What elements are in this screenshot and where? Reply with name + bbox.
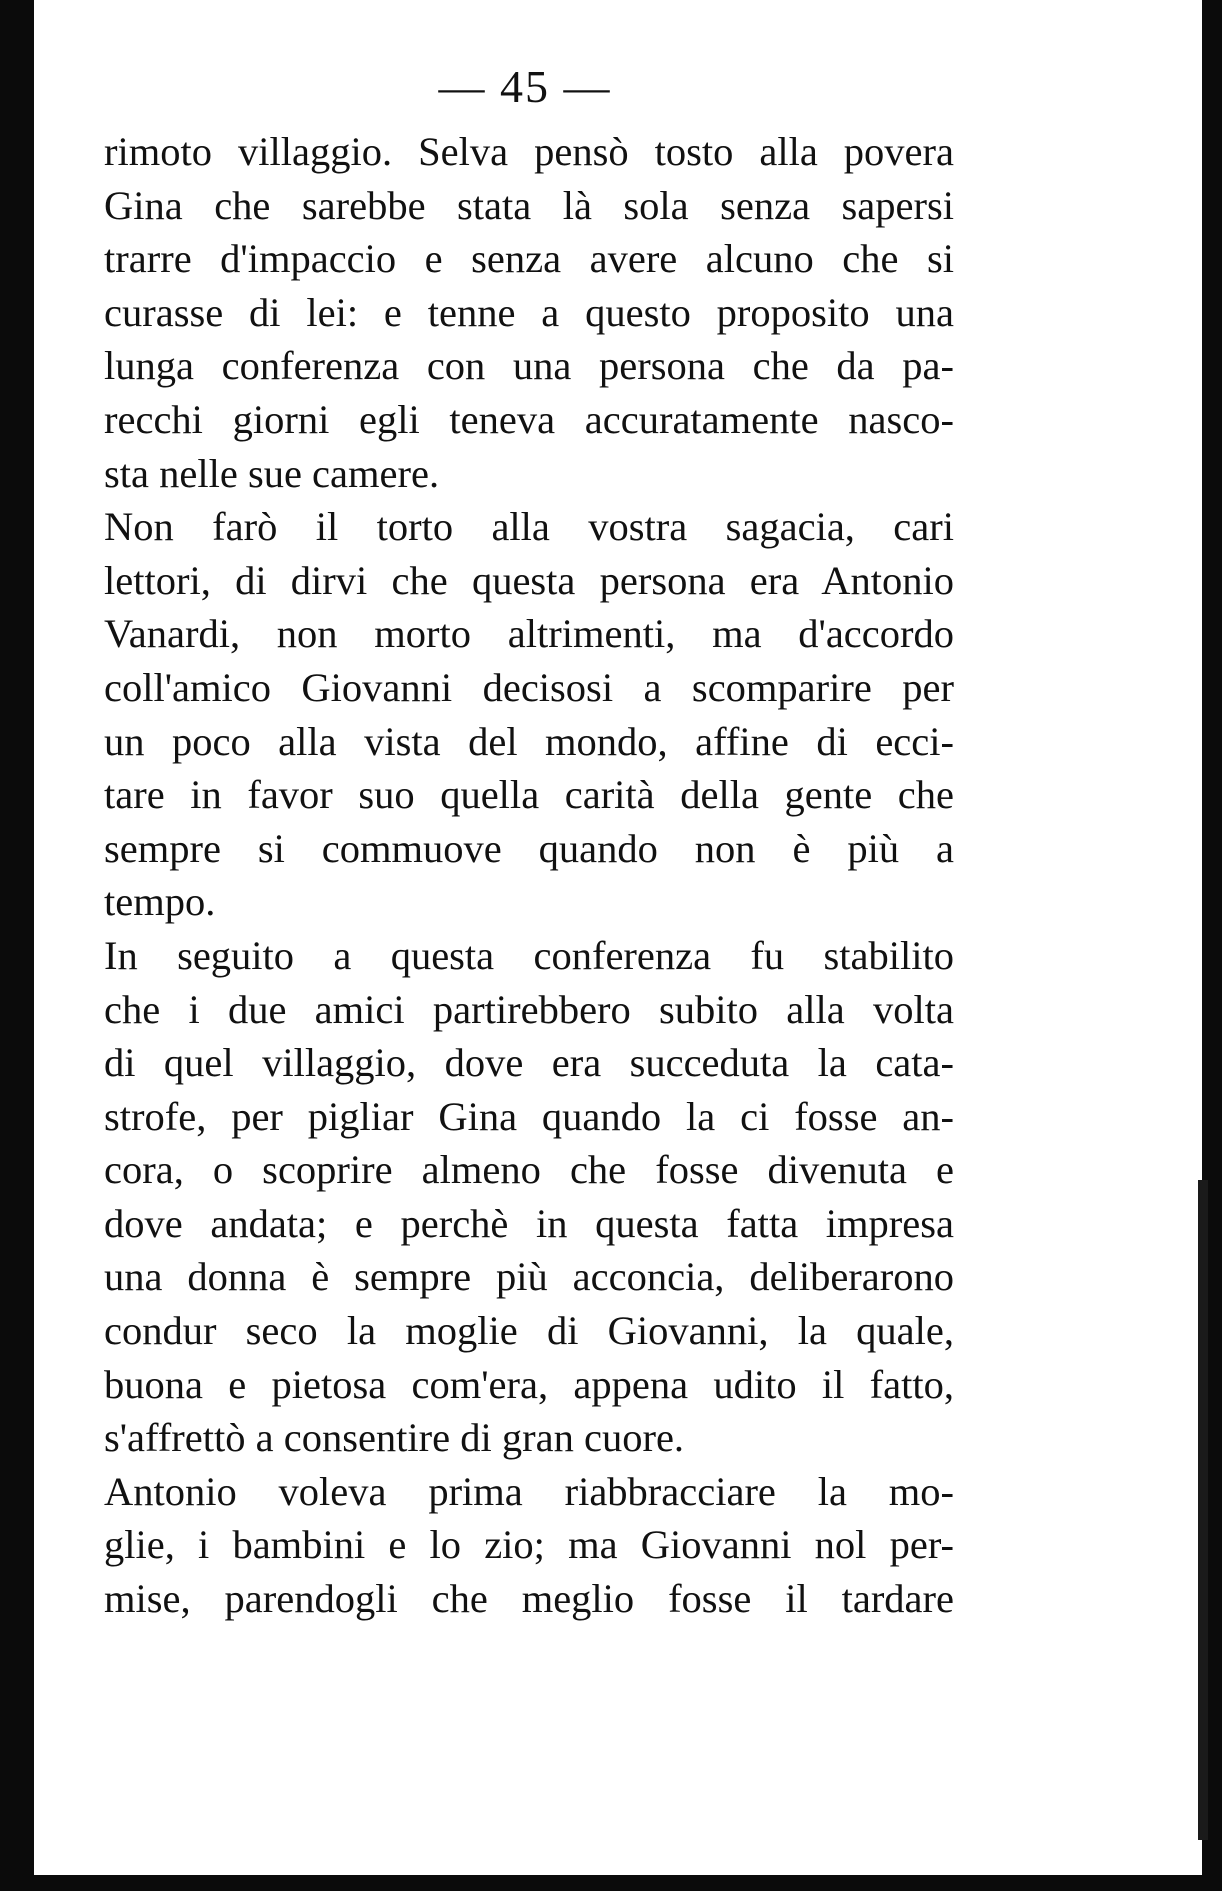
text-line: buona e pietosa com'era, appena udito il fatto,: [104, 1361, 954, 1407]
text-line: lettori, di dirvi che questa persona era Antonio: [104, 557, 954, 603]
text-line: sta nelle sue camere.: [104, 450, 440, 496]
text-line: una donna è sempre più acconcia, deliberarono: [104, 1254, 954, 1300]
paragraph-3: [104, 929, 954, 1465]
text-line: sempre si commuove quando non è più a: [104, 825, 954, 871]
scan-border-bottom: [0, 1875, 1222, 1891]
paragraph-1: [104, 125, 954, 500]
scan-border-left: [0, 0, 34, 1891]
paragraph-4: [104, 1465, 954, 1626]
text-line: curasse di lei: e tenne a questo proposito una: [104, 289, 954, 335]
text-line: coll'amico Giovanni decisosi a scomparire per: [104, 664, 954, 710]
text-line: rimoto villaggio. Selva pensò tosto alla povera: [104, 129, 954, 174]
text-line: s'affrettò a consentire di gran cuore.: [104, 1415, 685, 1461]
text-line: cora, o scoprire almeno che fosse divenuta e: [104, 1147, 954, 1193]
text-line: di quel villaggio, dove era succeduta la cata-: [104, 1040, 954, 1086]
body-text: [104, 125, 954, 1626]
paragraph-2: [104, 500, 954, 929]
text-line: tare in favor suo quella carità della gente che: [104, 772, 954, 818]
binding-mark: [1198, 1180, 1208, 1840]
text-line: mise, parendogli che meglio fosse il tardare: [104, 1576, 954, 1622]
text-line: In seguito a questa conferenza fu stabilito: [104, 932, 954, 978]
text-line: che i due amici partirebbero subito alla volta: [104, 986, 954, 1032]
text-line: glie, i bambini e lo zio; ma Giovanni nol per-: [104, 1522, 954, 1568]
text-line: Non farò il torto alla vostra sagacia, cari: [104, 504, 954, 550]
text-line: tempo.: [104, 879, 216, 925]
page-number: — 45 —: [438, 61, 612, 112]
text-line: recchi giorni egli teneva accuratamente nasco-: [104, 396, 954, 442]
text-line: un poco alla vista del mondo, affine di ecci-: [104, 718, 954, 764]
text-line: strofe, per pigliar Gina quando la ci fosse an-: [104, 1093, 954, 1139]
text-line: Vanardi, non morto altrimenti, ma d'accordo: [104, 611, 954, 657]
text-line: Antonio voleva prima riabbracciare la mo-: [104, 1468, 954, 1514]
text-line: lunga conferenza con una persona che da pa-: [104, 343, 954, 389]
text-line: dove andata; e perchè in questa fatta impresa: [104, 1200, 954, 1246]
text-line: trarre d'impaccio e senza avere alcuno che si: [104, 236, 954, 282]
text-line: condur seco la moglie di Giovanni, la quale,: [104, 1308, 954, 1354]
text-line: Gina che sarebbe stata là sola senza sapersi: [104, 182, 954, 228]
